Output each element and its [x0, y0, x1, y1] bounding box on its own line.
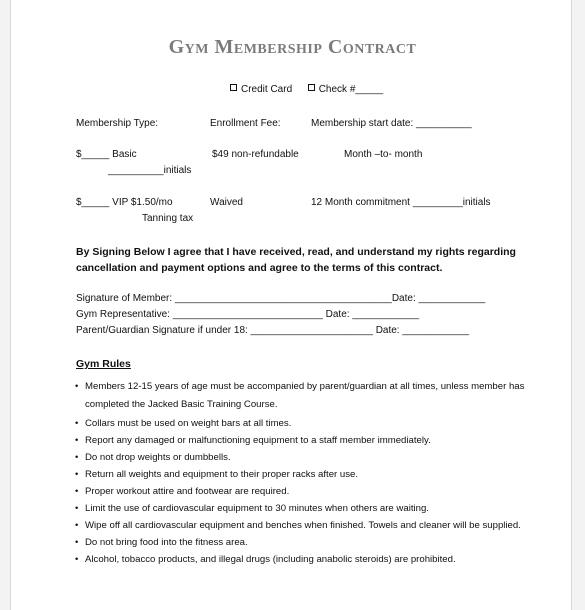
basic-option[interactable]: $_____ Basic	[76, 149, 137, 160]
basic-term: Month –to- month	[344, 149, 423, 160]
representative-signature-field[interactable]: Gym Representative: ___________________________ Date: ____________	[76, 309, 420, 320]
list-item: • Alcohol, tobacco products, and illegal drugs (including anabolic steroids) are prohibited.	[75, 554, 545, 566]
list-item: • Limit the use of cardiovascular equipment to 30 minutes when others are waiting.	[75, 503, 545, 515]
credit-card-label: Credit Card	[241, 84, 293, 95]
list-item: • Collars must be used on weight bars at all times.	[75, 418, 545, 430]
list-item: • Do not bring food into the fitness area.	[75, 537, 545, 549]
vip-tanning-tax: Tanning tax	[142, 213, 194, 224]
rules-heading: Gym Rules	[76, 358, 131, 370]
list-item: • Members 12-15 years of age must be accompanied by parent/guardian at all times, unless member has completed the Jacked Basic Training Course.	[75, 378, 545, 414]
member-signature-field[interactable]: Signature of Member: _______________________________________Date: ____________	[76, 293, 486, 304]
vip-term-initials-field[interactable]: 12 Month commitment _________initials	[311, 197, 491, 208]
basic-fee: $49 non-refundable	[212, 149, 299, 160]
list-item: • Return all weights and equipment to their proper racks after use.	[75, 469, 545, 481]
list-item: • Proper workout attire and footwear are required.	[75, 486, 545, 498]
list-item: • Report any damaged or malfunctioning equipment to a staff member immediately.	[75, 435, 545, 447]
check-label: Check #_____	[318, 84, 384, 95]
list-item: • Wipe off all cardiovascular equipment and benches when finished. Towels and cleaner will be supplied.	[75, 520, 545, 532]
page-title: Gym Membership Contract	[168, 36, 417, 58]
start-date-field[interactable]: Membership start date: __________	[311, 118, 472, 129]
check-checkbox[interactable]	[308, 84, 384, 95]
payment-options	[230, 84, 383, 96]
rules-list	[75, 378, 545, 571]
agreement-line-1: By Signing Below I agree that I have received, read, and understand my rights regarding	[76, 246, 516, 258]
membership-type-header: Membership Type:	[76, 118, 159, 129]
agreement-line-2: cancellation and payment options and agree to the terms of this contract.	[76, 262, 443, 274]
vip-option[interactable]: $_____ VIP $1.50/mo	[76, 197, 173, 208]
enrollment-fee-header: Enrollment Fee:	[210, 118, 281, 129]
checkbox-icon	[230, 84, 237, 91]
basic-initials-field[interactable]: __________initials	[108, 165, 192, 176]
credit-card-checkbox[interactable]	[230, 84, 292, 95]
guardian-signature-field[interactable]: Parent/Guardian Signature if under 18: ______________________ Date: ____________	[76, 325, 470, 336]
vip-fee: Waived	[210, 197, 243, 208]
checkbox-icon	[308, 84, 315, 91]
list-item: • Do not drop weights or dumbbells.	[75, 452, 545, 464]
